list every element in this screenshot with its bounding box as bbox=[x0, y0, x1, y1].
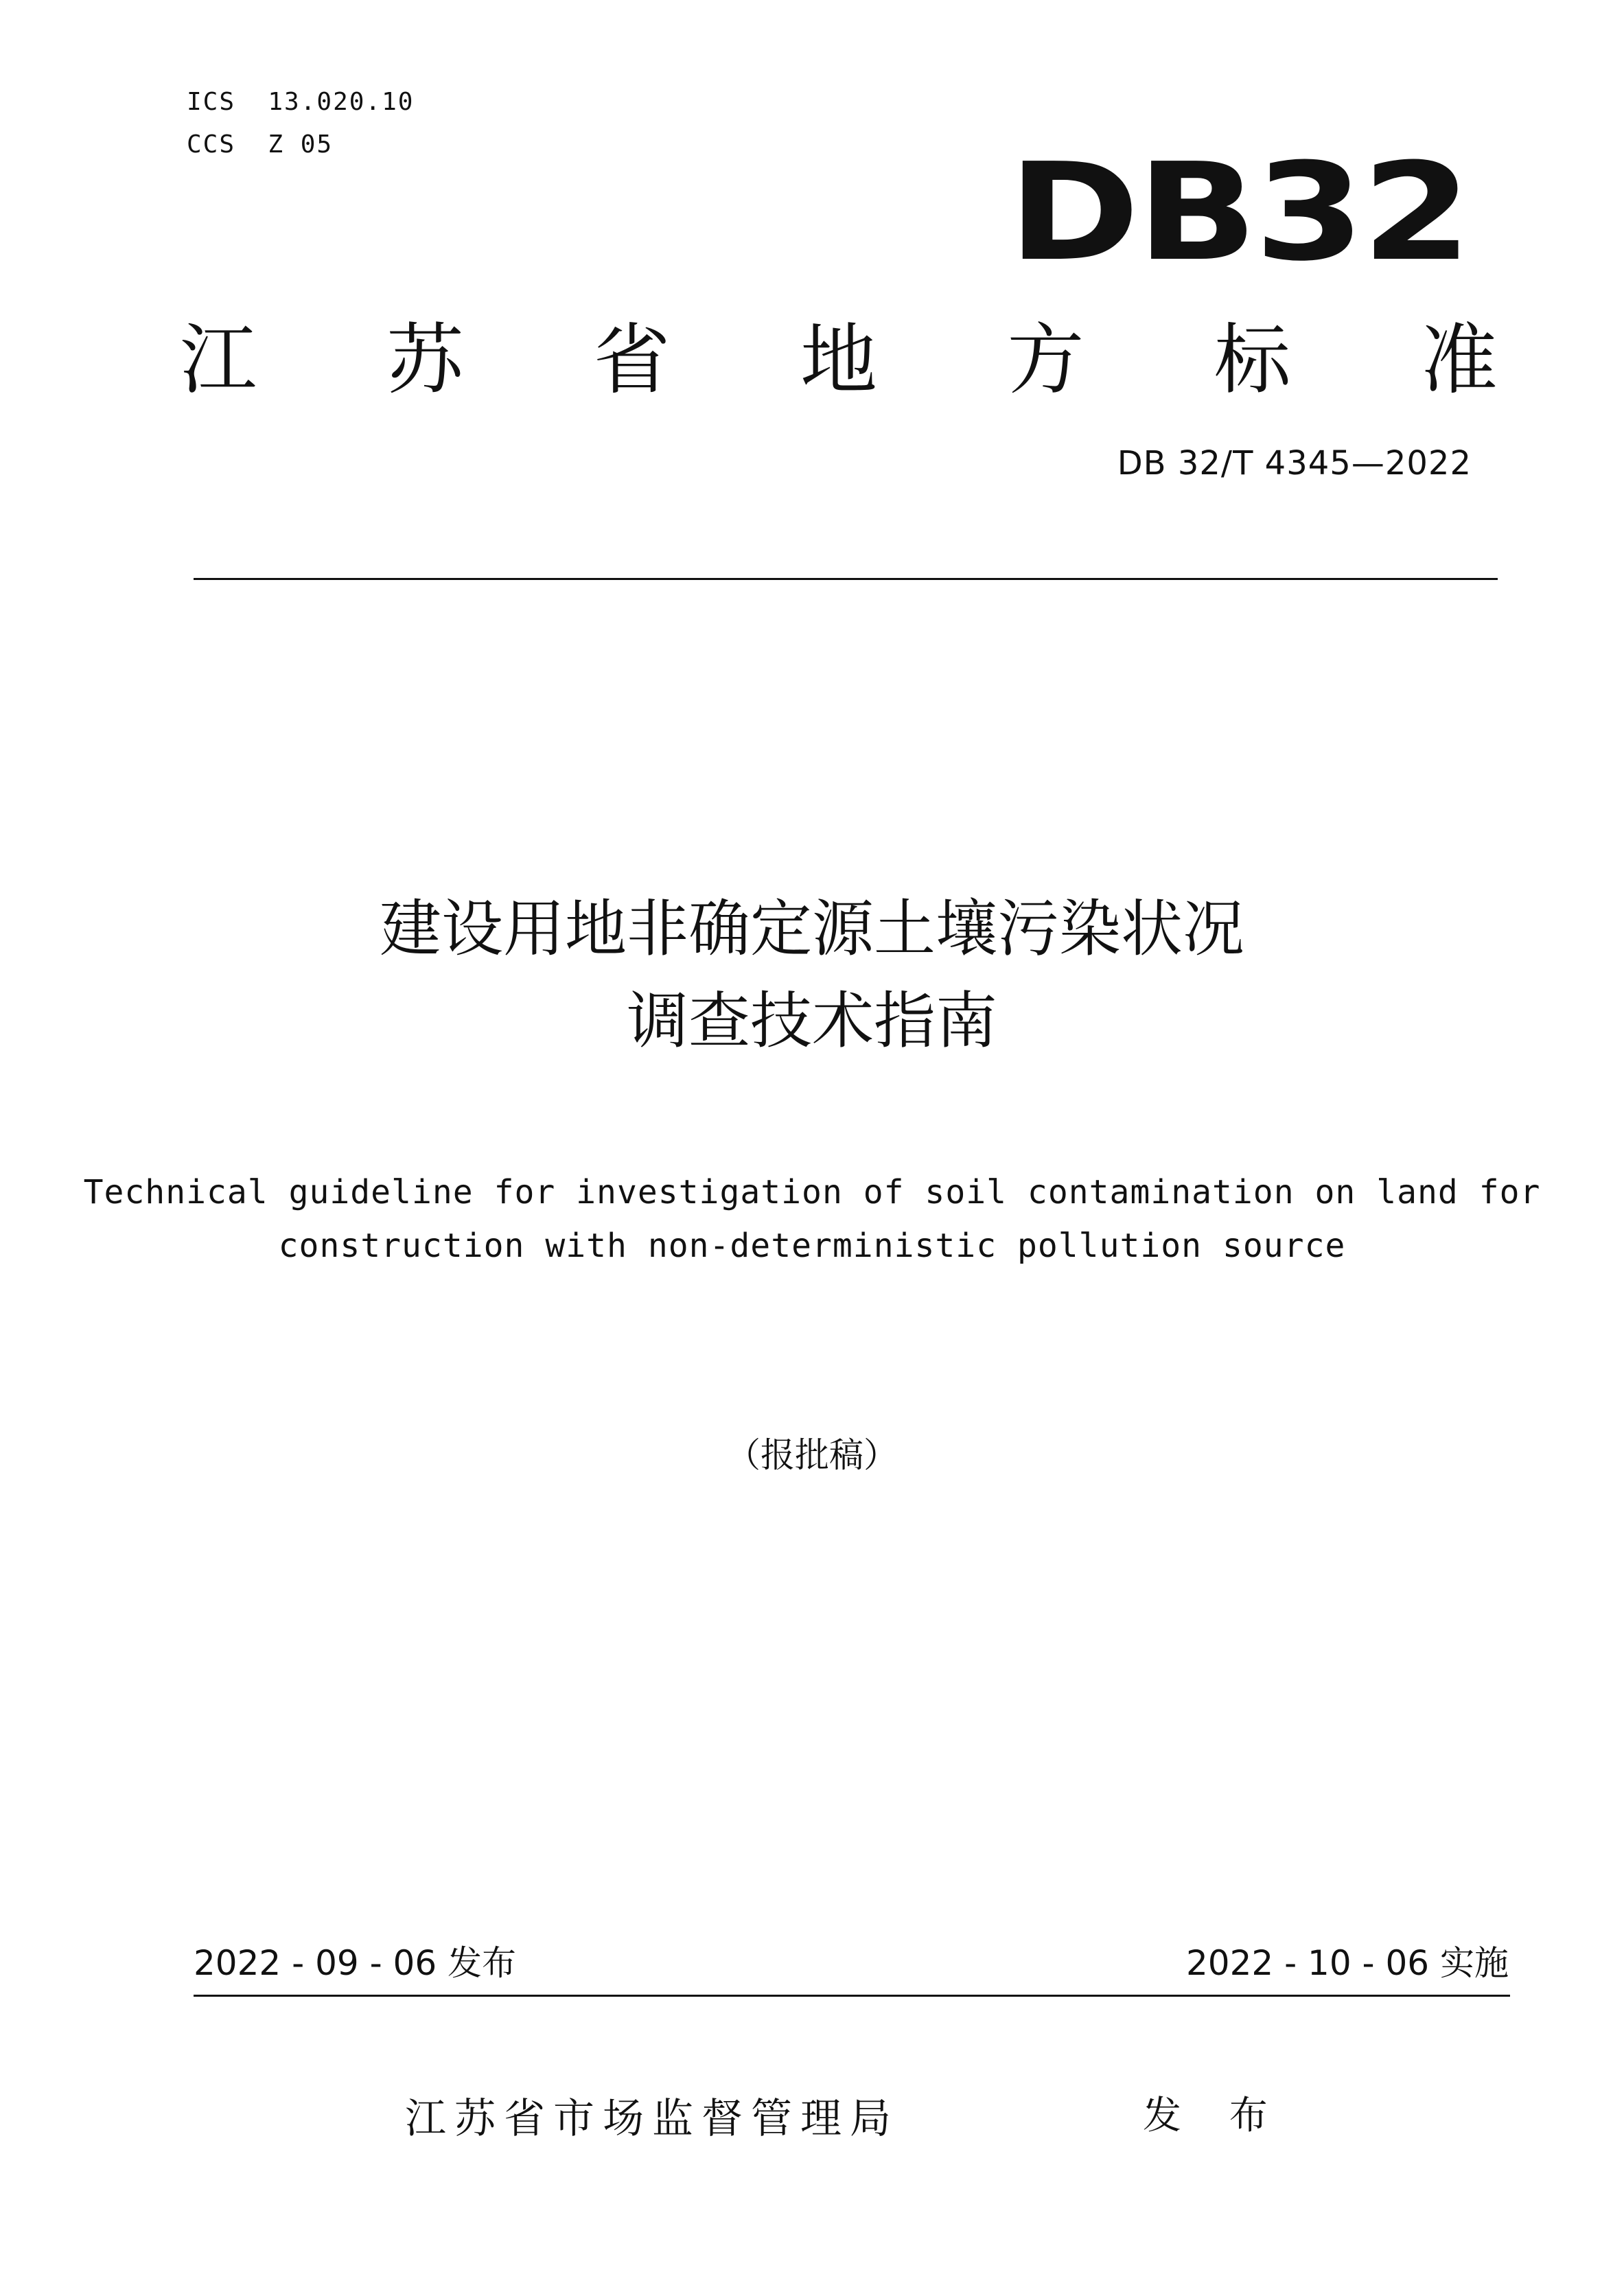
chinese-title-line-1: 建设用地非确定源土壤污染状况 bbox=[380, 893, 1244, 965]
release-date: 2022 - 09 - 06 发布 bbox=[194, 1943, 517, 1983]
classification-codes bbox=[187, 81, 414, 166]
standard-type-char: 苏 bbox=[386, 316, 464, 405]
standard-type-char: 方 bbox=[1007, 316, 1084, 405]
ccs-code: CCS Z 05 bbox=[187, 130, 334, 159]
standard-type-char: 江 bbox=[180, 316, 257, 405]
standard-type-char: 地 bbox=[800, 316, 877, 405]
chinese-title-line-2: 调查技术指南 bbox=[627, 985, 997, 1057]
db32-logo: DB32 bbox=[1008, 135, 1469, 291]
standard-type-char: 准 bbox=[1420, 316, 1498, 405]
footer-divider bbox=[194, 1995, 1510, 1997]
draft-status: （报批稿） bbox=[726, 1435, 898, 1475]
english-title-line-2: construction with non-deterministic pollution source bbox=[278, 1227, 1346, 1265]
standard-type-heading bbox=[180, 312, 1498, 408]
issue-label: 发 布 bbox=[1143, 2094, 1286, 2138]
ics-code: ICS 13.020.10 bbox=[187, 88, 415, 116]
implementation-date: 2022 - 10 - 06 实施 bbox=[1185, 1943, 1509, 1983]
issuing-authority: 江苏省市场监督管理局 bbox=[405, 2095, 899, 2143]
standard-type-char: 省 bbox=[593, 316, 671, 405]
header-divider bbox=[194, 578, 1498, 580]
standard-number: DB 32/T 4345—2022 bbox=[1117, 444, 1472, 483]
standard-type-char: 标 bbox=[1214, 316, 1291, 405]
english-title-line-1: Technical guideline for investigation of soil contamination on land for bbox=[83, 1173, 1541, 1211]
